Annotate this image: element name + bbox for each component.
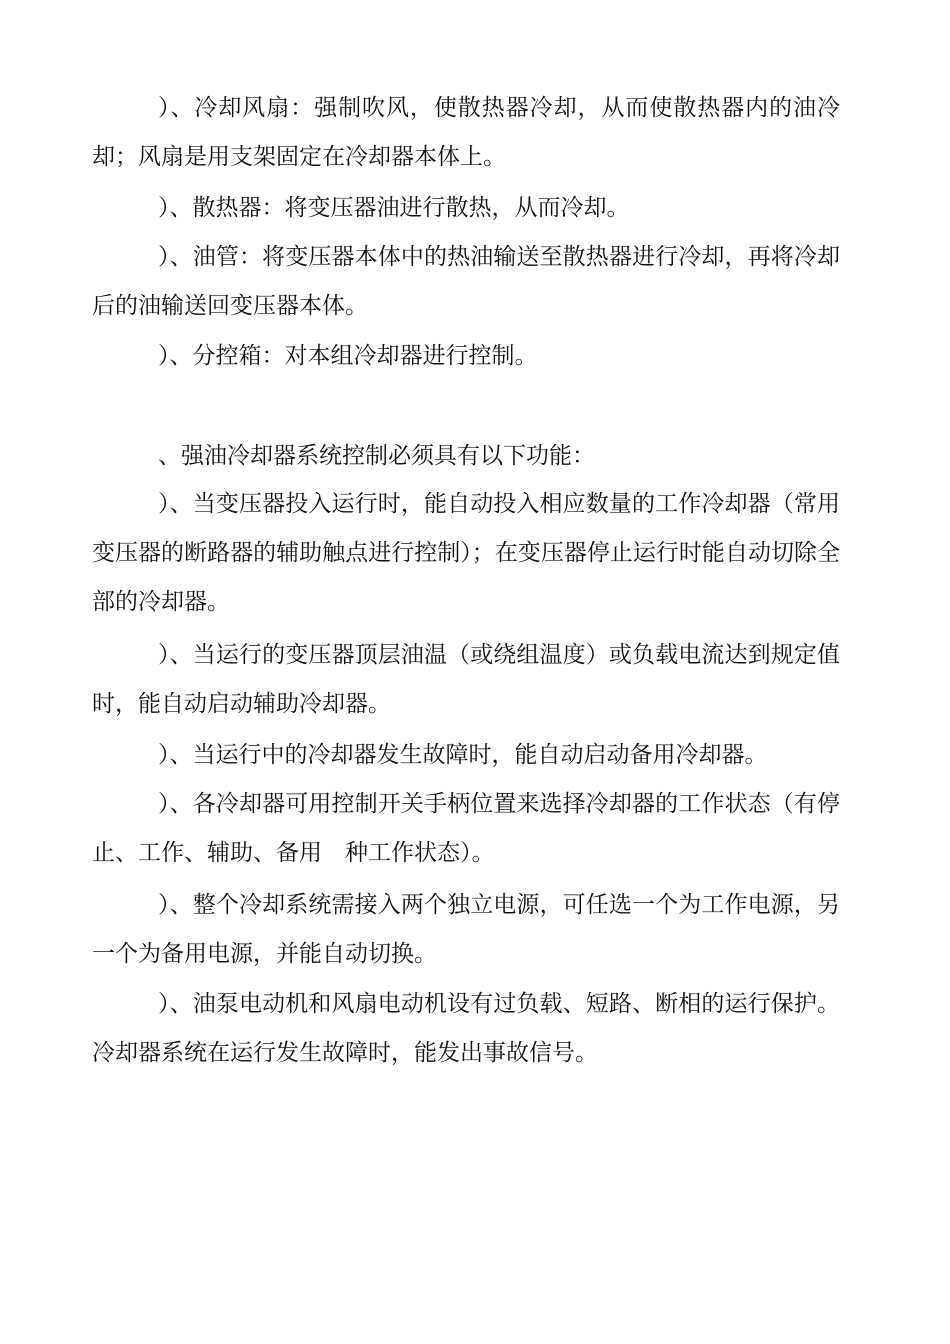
component-cooling-fan: ）、冷却风扇：强制吹风，使散热器冷却，从而使散热器内的油冷却；风扇是用支架固定在冷却器本体上。 [92, 95, 840, 170]
control-function-item-1: ）、当变压器投入运行时，能自动投入相应数量的工作冷却器（常用变压器的断路器的辅助触点进行控制）；在变压器停止运行时能自动切除全部的冷却器。 [92, 491, 840, 615]
control-function-item-2: ）、当运行的变压器顶层油温（或绕组温度）或负载电流达到规定值时，能自动启动辅助冷却器。 [92, 642, 840, 717]
control-functions-heading: 、强油冷却器系统控制必须具有以下功能： [158, 443, 595, 469]
component-control-box: ）、分控箱：对本组冷却器进行控制。 [158, 343, 538, 369]
control-function-item-5: ）、整个冷却系统需接入两个独立电源，可任选一个为工作电源，另一个为备用电源，并能自动切换。 [92, 892, 840, 967]
control-function-item-4: ）、各冷却器可用控制开关手柄位置来选择冷却器的工作状态（有停止、工作、辅助、备用 种工作状态）。 [92, 791, 840, 866]
component-radiator: ）、散热器：将变压器油进行散热，从而冷却。 [158, 195, 630, 221]
control-function-item-3: ）、当运行中的冷却器发生故障时，能自动启动备用冷却器。 [158, 742, 768, 768]
component-oil-pipe: ）、油管：将变压器本体中的热油输送至散热器进行冷却，再将冷却后的油输送回变压器本体。 [92, 244, 840, 319]
control-function-item-6: ）、油泵电动机和风扇电动机设有过负载、短路、断相的运行保护。冷却器系统在运行发生故障时，能发出事故信号。 [92, 991, 840, 1066]
